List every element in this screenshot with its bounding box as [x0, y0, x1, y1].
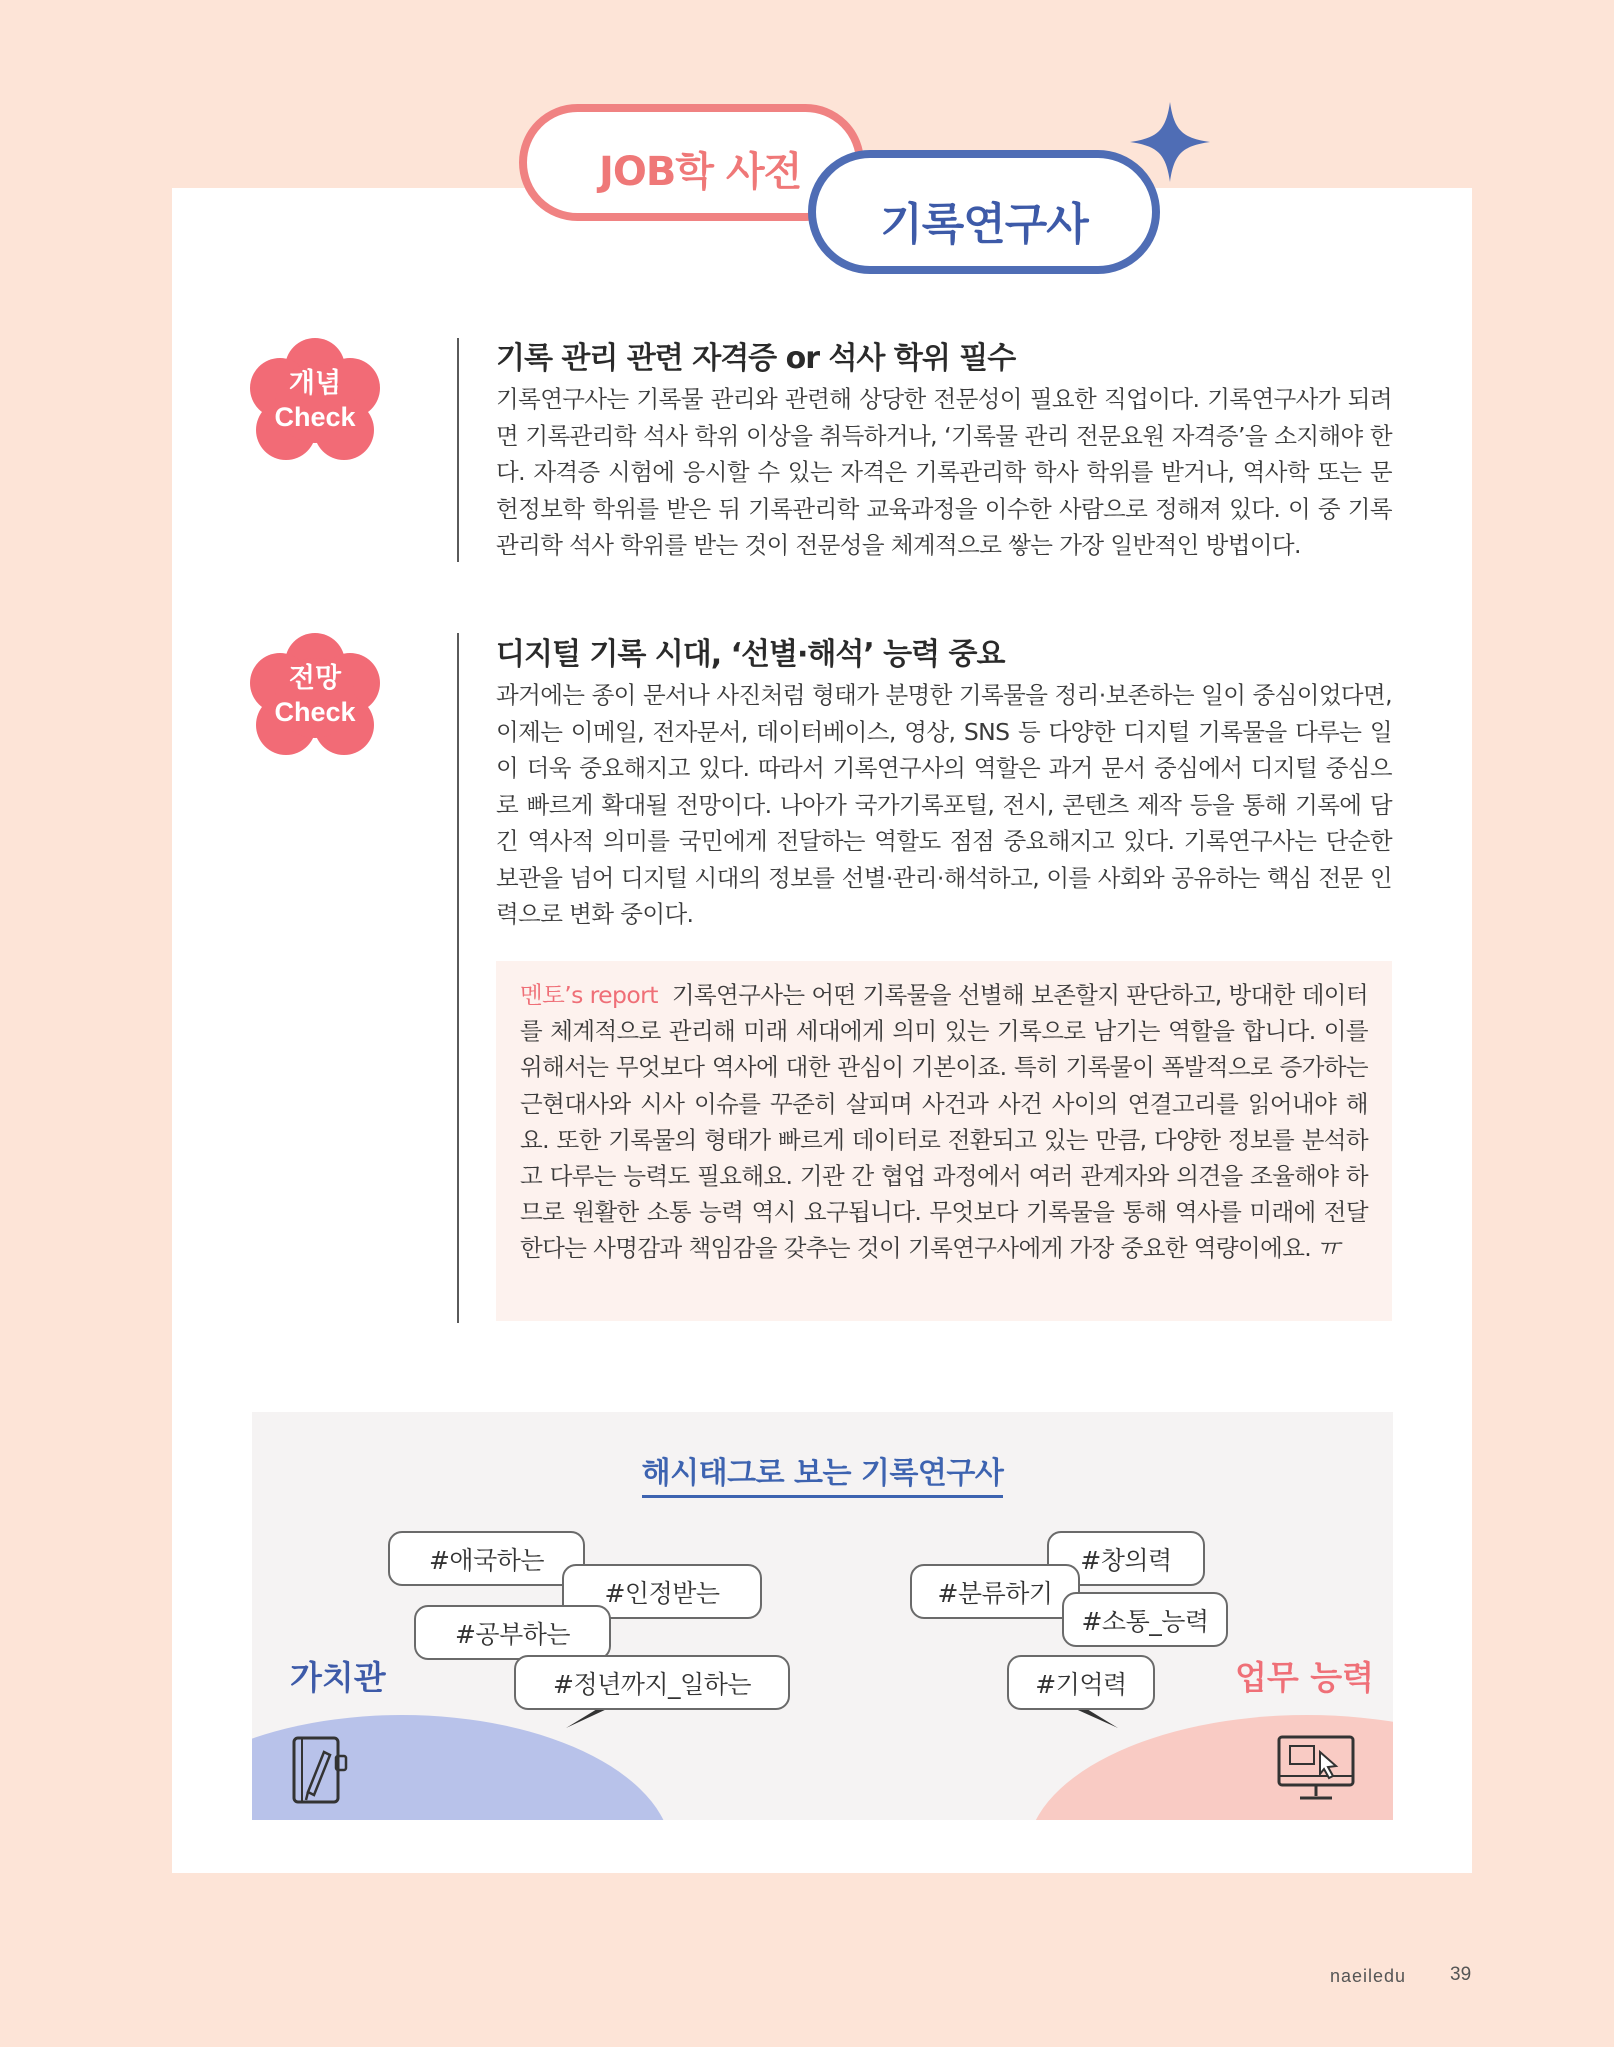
- hashtag-title: [252, 1448, 1393, 1492]
- hashtag-text: #공부하는: [454, 1619, 571, 1649]
- hashtag-chip: [414, 1605, 611, 1660]
- planner-pen-icon: [290, 1734, 348, 1806]
- series-label: JOB학 사전: [599, 149, 802, 195]
- concept-check-badge: [250, 338, 380, 468]
- page-number: 39: [1450, 1964, 1472, 1985]
- badge-line-2: Check: [274, 697, 356, 727]
- section-title: 디지털 기록 시대, ‘선별·해석’ 능력 중요: [496, 637, 1005, 672]
- badge-line-1: 전망: [288, 663, 342, 693]
- outlook-check-badge: [250, 633, 380, 763]
- hashtag-text: #소통_능력: [1081, 1606, 1209, 1636]
- hashtag-chip: [514, 1655, 790, 1710]
- section-divider: [457, 338, 459, 562]
- section-body: 과거에는 종이 문서나 사진처럼 형태가 분명한 기록물을 정리·보존하는 일이 중심이었다면, 이제는 이메일, 전자문서, 데이터베이스, 영상, SNS 등 다양한 디지털 기록물을 다루는 일이 더욱 중요해지고 있다. 따라서 기록연구사의 역할은 과거 문서 중심에서 디지털 중심으로 빠르게 확대될 전망이다. 나아가 국가기록포털, 전시, 콘텐츠 제작 등을 통해 기록에 담긴 역사적 의미를 국민에게 전달하는 역할도 점점 중요해지고 있다. 기록연구사는 단순한 보관을 넘어 디지털 시대의 정보를 선별·관리·해석하고, 이를 사회와 공유하는 핵심 전문 인력으로 변화 중이다.: [496, 681, 1392, 928]
- footer-brand: naeiledu: [1330, 1966, 1407, 1986]
- hashtag-panel: [252, 1412, 1393, 1820]
- hashtag-text: #정년까지_일하는: [553, 1669, 751, 1699]
- hashtag-text: #기억력: [1035, 1669, 1127, 1699]
- hashtag-chip: [1062, 1592, 1228, 1647]
- section-body: 기록연구사는 기록물 관리와 관련해 상당한 전문성이 필요한 직업이다. 기록연구사가 되려면 기록관리학 석사 학위 이상을 취득하거나, ‘기록물 관리 전문요원 자격증’을 소지해야 한다. 자격증 시험에 응시할 수 있는 자격은 기록관리학 학사 학위를 받거나, 역사학 또는 문헌정보학 학위를 받은 뒤 기록관리학 교육과정을 이수한 사람으로 정해져 있다. 이 중 기록관리학 석사 학위를 받는 것이 전문성을 체계적으로 쌓는 가장 일반적인 방법이다.: [496, 385, 1392, 559]
- hashtag-chip: [910, 1564, 1080, 1619]
- hashtag-text: #분류하기: [937, 1578, 1053, 1608]
- section-title: 기록 관리 관련 자격증 or 석사 학위 필수: [496, 341, 1016, 376]
- mentor-signature-mark: ㅠ: [1317, 1234, 1340, 1263]
- hashtag-chip: [1007, 1655, 1155, 1710]
- mentor-report-text: [520, 977, 1368, 1267]
- skills-label: 업무 능력: [1235, 1658, 1375, 1697]
- title-pill: [808, 150, 1160, 274]
- mentor-report-box: [496, 961, 1392, 1321]
- hashtag-text: #창의력: [1080, 1545, 1172, 1575]
- page-title: 기록연구사: [880, 199, 1088, 250]
- badge-line-1: 개념: [288, 368, 342, 398]
- section-divider: [457, 633, 459, 1323]
- mentor-report-label: 멘토’s report: [520, 981, 658, 1009]
- computer-cursor-icon: [1276, 1734, 1356, 1804]
- hashtag-title-text: 해시태그로 보는 기록연구사: [642, 1456, 1004, 1498]
- badge-line-2: Check: [274, 402, 356, 432]
- hashtag-chip: [388, 1531, 585, 1586]
- sparkle-star-icon: [1130, 102, 1210, 182]
- hashtag-text: #애국하는: [428, 1545, 545, 1575]
- mentor-report-body: 기록연구사는 어떤 기록물을 선별해 보존할지 판단하고, 방대한 데이터를 체계적으로 관리해 미래 세대에게 의미 있는 기록으로 남기는 역할을 합니다. 이를 위해서는 무엇보다 역사에 대한 관심이 기본이죠. 특히 기록물이 폭발적으로 증가하는 근현대사와 시사 이슈를 꾸준히 살피며 사건과 사건 사이의 연결고리를 읽어내야 해요. 또한 기록물의 형태가 빠르게 데이터로 전환되고 있는 만큼, 다양한 정보를 분석하고 다루는 능력도 필요해요. 기관 간 협업 과정에서 여러 관계자와 의견을 조율해야 하므로 원활한 소통 능력 역시 요구됩니다. 무엇보다 기록물을 통해 역사를 미래에 전달한다는 사명감과 책임감을 갖추는 것이 기록연구사에게 가장 중요한 역량이에요.: [520, 981, 1369, 1263]
- values-label: 가치관: [290, 1658, 386, 1697]
- hashtag-text: #인정받는: [604, 1578, 720, 1608]
